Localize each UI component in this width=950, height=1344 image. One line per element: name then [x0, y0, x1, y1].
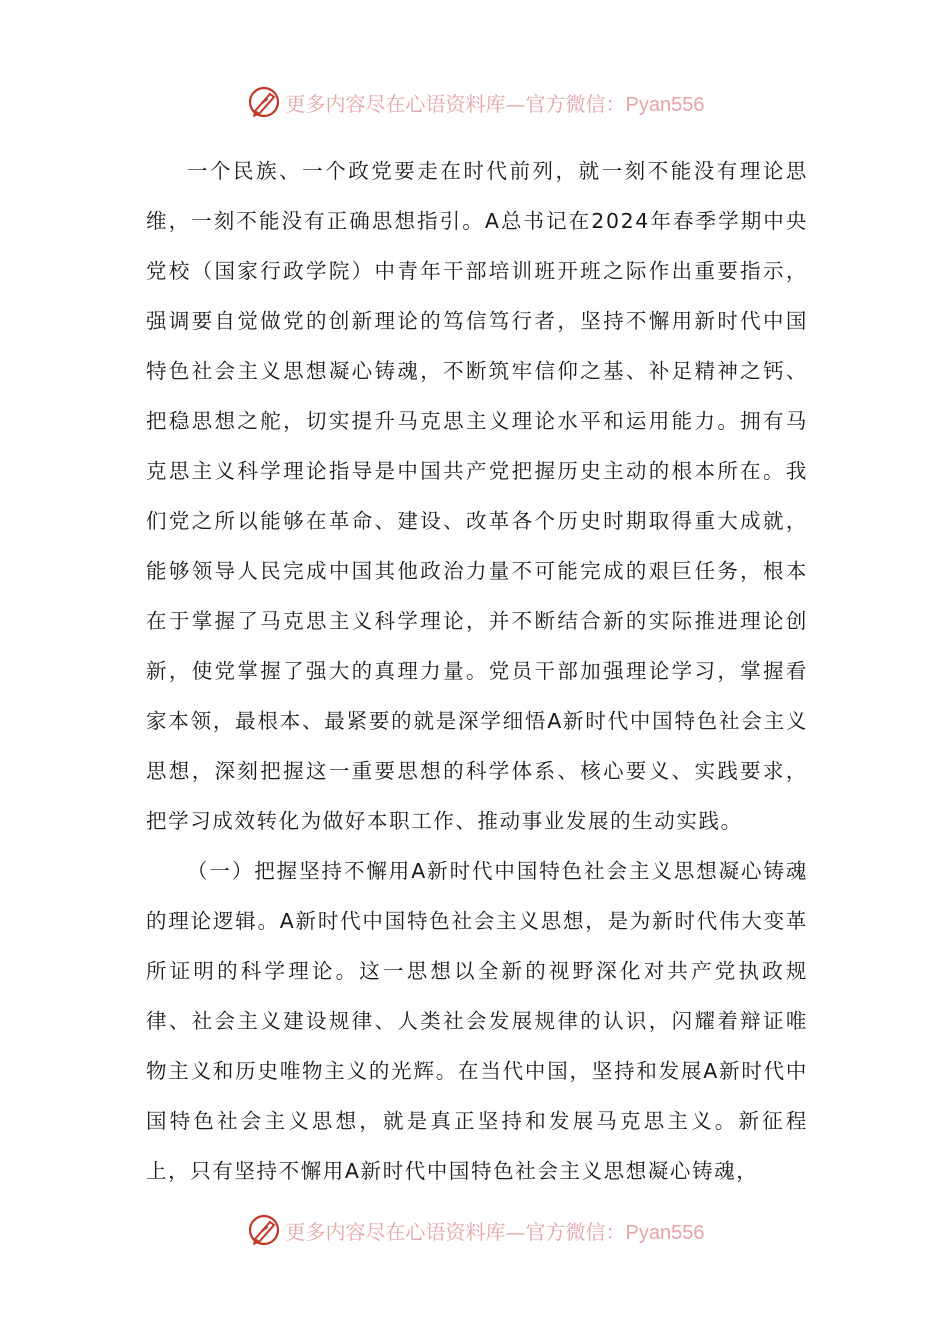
wechat-id: Pyan556 [625, 1221, 705, 1244]
paragraph-intro: 一个民族、一个政党要走在时代前列，就一刻不能没有理论思维，一刻不能没有正确思想指引。A总书记在2024年春季学期中央党校（国家行政学院）中青年干部培训班开班之际作出重要指示，强调要自觉做党的创新理论的笃信笃行者，坚持不懈用新时代中国特色社会主义思想凝心铸魂，不断筑牢信仰之基、补足精神之钙、把稳思想之舵，切实提升马克思主义理论水平和运用能力。拥有马克思主义科学理论指导是中国共产党把握历史主动的根本所在。我们党之所以能够在革命、建设、改革各个历史时期取得重大成就，能够领导人民完成中国其他政治力量不可能完成的艰巨任务，根本在于掌握了马克思主义科学理论，并不断结合新的实际推进理论创新，使党掌握了强大的真理力量。党员干部加强理论学习，掌握看家本领，最根本、最紧要的就是深学细悟A新时代中国特色社会主义思想，深刻把握这一重要思想的科学体系、核心要义、实践要求，把学习成效转化为做好本职工作、推动事业发展的生动实践。 [146, 159, 808, 833]
footer-banner [0, 1210, 950, 1250]
header-banner [0, 82, 950, 122]
pen-logo-icon [246, 1212, 282, 1248]
paragraph-section-1: （一）把握坚持不懈用A新时代中国特色社会主义思想凝心铸魂的理论逻辑。A新时代中国特色社会主义思想，是为新时代伟大变革所证明的科学理论。这一思想以全新的视野深化对共产党执政规律、社会主义建设规律、人类社会发展规律的认识，闪耀着辩证唯物主义和历史唯物主义的光辉。在当代中国，坚持和发展A新时代中国特色社会主义思想，就是真正坚持和发展马克思主义。新征程上，只有坚持不懈用A新时代中国特色社会主义思想凝心铸魂， [146, 859, 808, 1183]
pen-logo-icon [246, 84, 282, 120]
document-body [146, 146, 808, 1196]
wechat-id: Pyan556 [625, 93, 705, 116]
footer-banner-text: 更多内容尽在心语资料库—官方微信：Pyan556 [285, 1219, 705, 1244]
header-banner-text: 更多内容尽在心语资料库—官方微信：Pyan556 [285, 91, 705, 116]
